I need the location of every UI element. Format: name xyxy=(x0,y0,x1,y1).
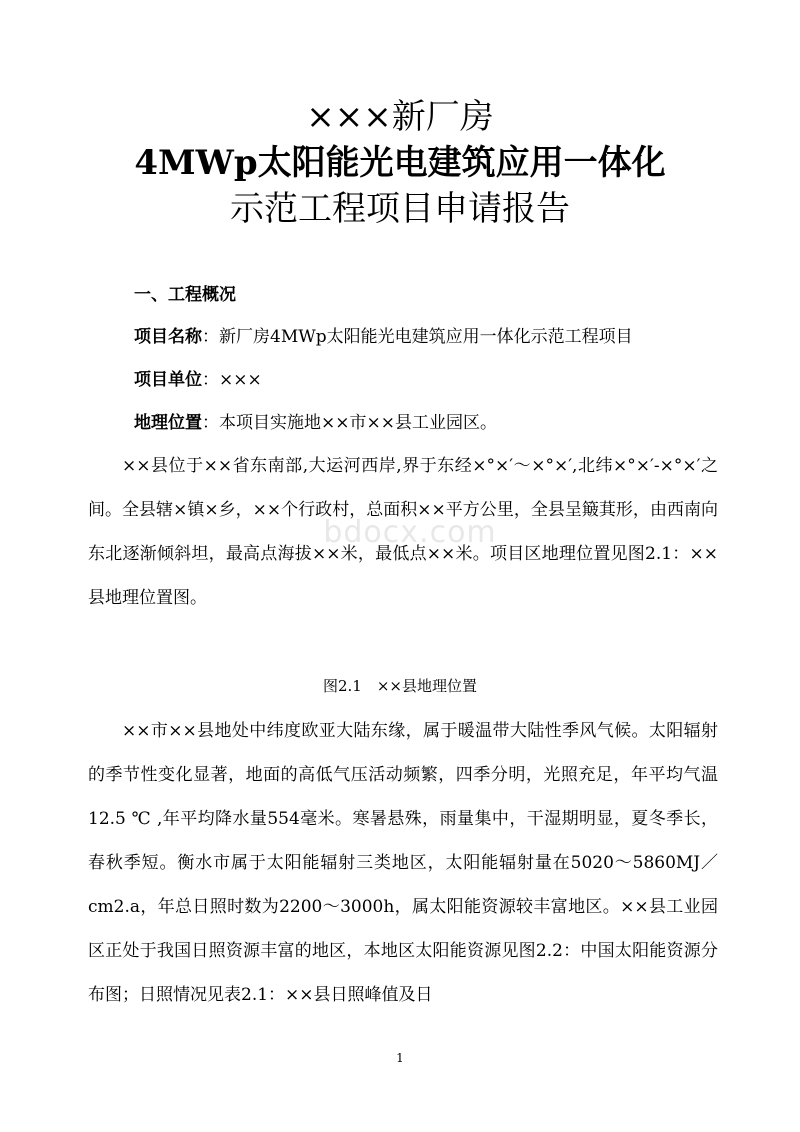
figure-caption: 图2.1 ××县地理位置 xyxy=(323,677,477,695)
page-number: 1 xyxy=(396,1051,404,1065)
title-line-2: 4MWp太阳能光电建筑应用一体化 xyxy=(134,143,666,183)
title-line-1: ×××新厂房 xyxy=(306,97,494,137)
section-heading: 一、工程概况 xyxy=(134,285,236,305)
project-name-value: ：新厂房4MWp太阳能光电建筑应用一体化示范工程项目 xyxy=(202,327,633,347)
watermark: bdocx.com xyxy=(323,515,497,550)
location-value: ：本项目实施地××市××县工业园区。 xyxy=(202,413,497,433)
paragraph-geography: ××县位于××省东南部,大运河西岸,界于东经×°×′～×°×′,北纬×°×′-×°×′之间。全县辖×镇×乡，××个行政村，总面积××平方公里，全县呈簸萁形，由西南向东北逐渐倾斜坦，最高点海拔××米，最低点××米。项目区地理位置见图2.1：××县地理位置图。 xyxy=(88,456,718,608)
project-unit-label: 项目单位 xyxy=(134,370,202,390)
project-name-row xyxy=(134,325,694,349)
location-row xyxy=(134,411,694,435)
paragraph-climate: ××市××县地处中纬度欧亚大陆东缘，属于暖温带大陆性季风气候。太阳辐射的季节性变化显著，地面的高低气压活动频繁，四季分明，光照充足，年平均气温12.5 ℃ ,年平均降水量554毫米。寒暑悬殊，雨量集中，干湿期明显，夏冬季长，春秋季短。衡水市属于太阳能辐射三类地区，太阳能辐射量在5020～5860MJ／cm2.a，年总日照时数为2200～3000h，属太阳能资源较丰富地区。××县工业园区正处于我国日照资源丰富的地区，本地区太阳能资源见图2.2：中国太阳能资源分布图；日照情况见表2.1：××县日照峰值及日 xyxy=(88,721,718,1005)
location-label: 地理位置 xyxy=(134,413,202,433)
title-line-3: 示范工程项目申请报告 xyxy=(230,189,570,229)
project-unit-value: ：××× xyxy=(202,370,262,390)
project-unit-row xyxy=(134,368,694,392)
project-name-label: 项目名称 xyxy=(134,327,202,347)
